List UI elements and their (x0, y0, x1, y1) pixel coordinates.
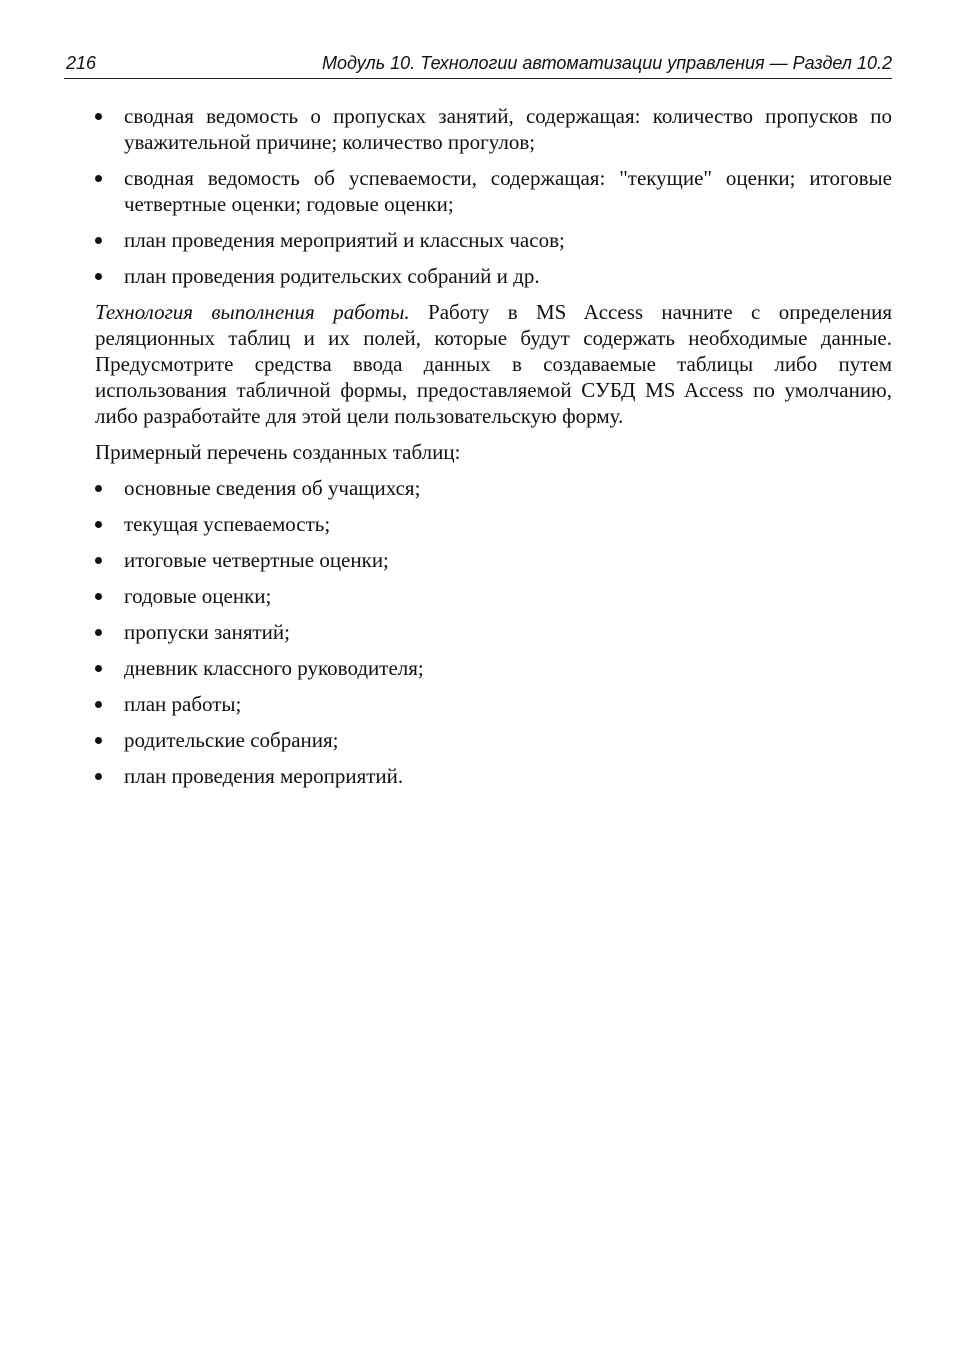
list-item (64, 511, 892, 537)
list-item (64, 655, 892, 681)
list-item (64, 263, 892, 289)
document-page (64, 52, 892, 799)
paragraph-text: Работу в MS Access начните с определения реляционных таблиц и их полей, которые будут содержать необходимые данные. Предусмотрите средства ввода данных в создаваемые таблицы либо путем использования табличной формы, предоставляемой СУБД MS Access по умолчанию, либо разработайте для этой цели пользовательскую форму. (95, 300, 892, 428)
list-item-text: план проведения родительских собраний и др. (124, 264, 540, 288)
list-item (64, 227, 892, 253)
page-number: 216 (66, 53, 97, 73)
list-item (64, 727, 892, 753)
list-item (64, 103, 892, 155)
list-item-text: итоговые четвертные оценки; (124, 548, 389, 572)
list-item-text: текущая успеваемость; (124, 512, 331, 536)
list-item-text: план проведения мероприятий и классных часов; (124, 228, 565, 252)
running-header (64, 52, 892, 79)
list-item-text: родительские собрания; (124, 728, 339, 752)
paragraph-lead-in: Технология выполнения работы. (95, 300, 410, 324)
page-body (64, 103, 892, 789)
reports-list (64, 103, 892, 289)
list-item (64, 619, 892, 645)
list-item-text: пропуски занятий; (124, 620, 290, 644)
list-item-text: дневник классного руководителя; (124, 656, 424, 680)
list-item (64, 165, 892, 217)
list-item (64, 547, 892, 573)
technology-paragraph (95, 299, 892, 429)
list-item (64, 763, 892, 789)
list-item (64, 583, 892, 609)
list-item-text: годовые оценки; (124, 584, 272, 608)
list-item-text: план работы; (124, 692, 242, 716)
list-item (64, 475, 892, 501)
list-item-text: основные сведения об учащихся; (124, 476, 421, 500)
list-item (64, 691, 892, 717)
list-item-text: план проведения мероприятий. (124, 764, 404, 788)
list-item-text: сводная ведомость об успеваемости, содержащая: "текущие" оценки; итоговые четвертные оценки; годовые оценки; (124, 166, 892, 216)
tables-intro: Примерный перечень созданных таблиц: (95, 440, 461, 464)
list-item-text: сводная ведомость о пропусках занятий, содержащая: количество пропусков по уважительной причине; количество прогулов; (124, 104, 892, 154)
running-title: Модуль 10. Технологии автоматизации управления — Раздел 10.2 (322, 53, 892, 73)
tables-list (64, 475, 892, 789)
